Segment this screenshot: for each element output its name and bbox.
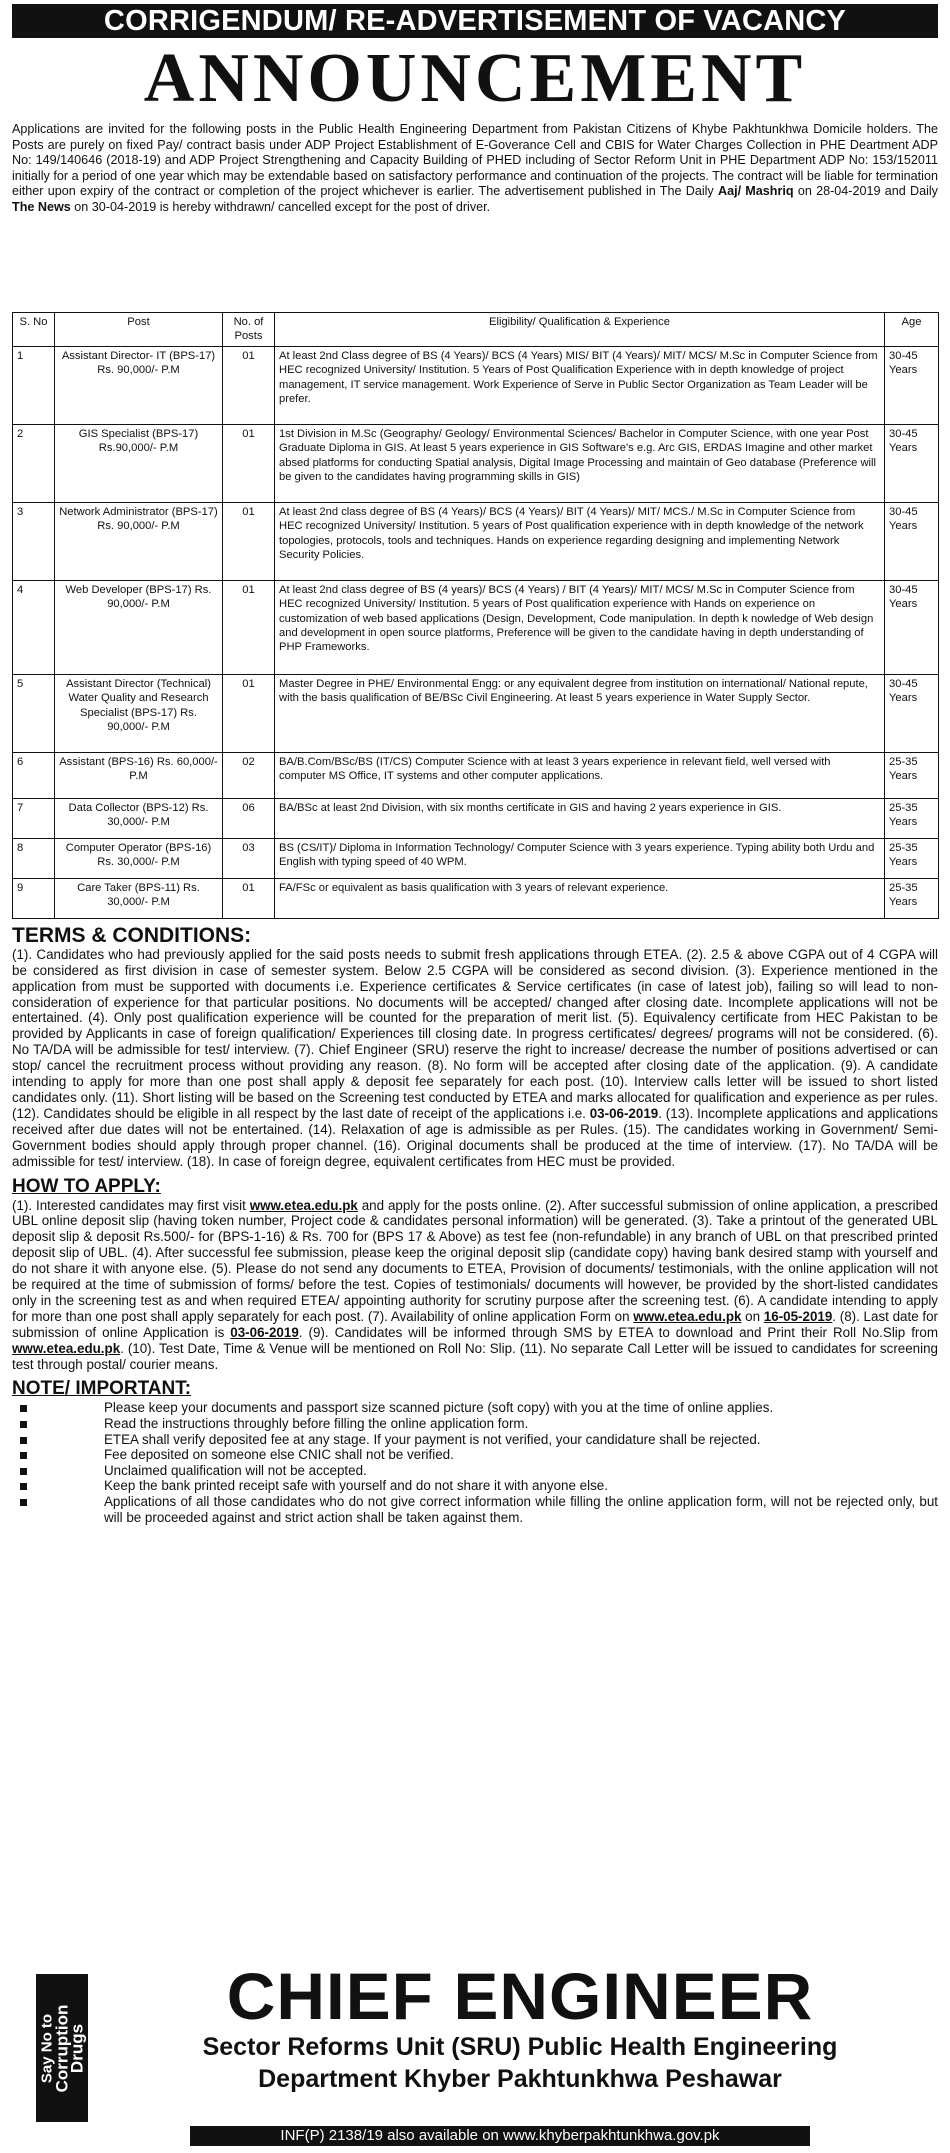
announcement-headline: ANNOUNCEMENT bbox=[143, 40, 807, 117]
list-item: Fee deposited on someone else CNIC shall not be verified. bbox=[12, 1447, 938, 1463]
inf-reference-bar: INF(P) 2138/19 also available on www.khyberpakhtunkhwa.gov.pk bbox=[190, 2126, 810, 2146]
anti-corruption-stamp bbox=[36, 1974, 88, 2122]
terms-paragraph bbox=[12, 947, 938, 1170]
cell-post: Assistant Director- IT (BPS-17) Rs. 90,000/- P.M bbox=[55, 346, 223, 424]
terms-last-date: 03-06-2019 bbox=[589, 1105, 659, 1121]
bullet-icon bbox=[20, 1405, 27, 1412]
intro-newspaper-2: The News bbox=[12, 199, 71, 214]
table-row bbox=[13, 878, 939, 918]
cell-age: 30-45 Years bbox=[885, 502, 939, 580]
cell-num-posts: 01 bbox=[223, 502, 275, 580]
howto-text-3: on bbox=[741, 1308, 764, 1324]
stamp-line-3: Drugs bbox=[67, 2023, 87, 2073]
howto-text-4: . (8). Last date for submission of online Application is bbox=[12, 1308, 938, 1340]
cell-num-posts: 01 bbox=[223, 580, 275, 674]
signoff-line-1: Sector Reforms Unit (SRU) Public Health Engineering bbox=[202, 2033, 838, 2061]
howto-heading: HOW TO APPLY: bbox=[12, 1175, 161, 1197]
table-row bbox=[13, 798, 939, 838]
advertisement-document bbox=[12, 0, 938, 1525]
cell-sno: 8 bbox=[13, 838, 55, 878]
list-item: Unclaimed qualification will not be accepted. bbox=[12, 1463, 938, 1479]
etea-link-3[interactable]: www.etea.edu.pk bbox=[12, 1340, 121, 1356]
cell-age: 25-35 Years bbox=[885, 752, 939, 798]
cell-post: Web Developer (BPS-17) Rs. 90,000/- P.M bbox=[55, 580, 223, 674]
intro-text-2: on 28-04-2019 and Daily bbox=[793, 184, 938, 199]
cell-post: Computer Operator (BPS-16) Rs. 30,000/- P.M bbox=[55, 838, 223, 878]
cell-eligibility: BA/BSc at least 2nd Division, with six months certificate in GIS and having 2 years experience in GIS. bbox=[275, 798, 885, 838]
posts-table bbox=[12, 312, 939, 919]
table-row bbox=[13, 502, 939, 580]
cell-num-posts: 01 bbox=[223, 346, 275, 424]
last-submission-date: 03-06-2019 bbox=[230, 1324, 299, 1340]
stamp-line-2: Corruption bbox=[52, 2004, 72, 2092]
cell-eligibility: At least 2nd class degree of BS (4 years)/ BCS (4 Years) / BIT (4 Years)/ MIT/ MCS/ M.Sc in Computer Science from HEC recognized University/ Institution. 5 years of Post qualification experience with Hands on experience on customization of web based applications (Design, Development, Code manipulation. In depth k nowledge of Web design and development in open source platforms, Preference will be given to the candidate having in depth understanding of PHP Frameworks. bbox=[275, 580, 885, 674]
cell-age: 30-45 Years bbox=[885, 346, 939, 424]
list-item: Applications of all those candidates who do not give correct information while filling the online application form, will not be rejected only, but will be proceeded against and strict action shall be taken against them. bbox=[12, 1494, 938, 1525]
howto-text-5: . (9). Candidates will be informed through SMS by ETEA to download and Print their Roll No.Slip from bbox=[298, 1324, 938, 1340]
cell-num-posts: 06 bbox=[223, 798, 275, 838]
cell-num-posts: 01 bbox=[223, 878, 275, 918]
table-header-row bbox=[13, 313, 939, 347]
howto-text-1: (1). Interested candidates may first visit bbox=[12, 1197, 250, 1213]
cell-eligibility: 1st Division in M.Sc (Geography/ Geology/ Environmental Sciences/ Bachelor in Computer Science, with one year Post Graduate Diploma in GIS. At least 5 years experience in GIS Software's e.g. Arc GIS, ERDAS Imagine and other market absed platforms for conducting Spatial analysis, Digital Image Processing and maintain of Geo database (Preference will be given to the candidates having programming skills in GIS) bbox=[275, 424, 885, 502]
chief-engineer-title: CHIEF ENGINEER bbox=[226, 1959, 814, 2033]
header-post: Post bbox=[55, 313, 223, 347]
cell-num-posts: 01 bbox=[223, 424, 275, 502]
bullet-icon bbox=[20, 1421, 27, 1428]
intro-text-1: Applications are invited for the following posts in the Public Health Engineering Department from Pakistan Citizens of Khybe Pakhtunkhwa Domicile holders. The Posts are purely on fixed Pay/ contract basis under ADP Project Establishment of E-Goverance Cell and CBIS for Water Charges Collection in PHE Deartment ADP No: 149/140646 (2018-19) and ADP Project Strengthening and Capacity Building of PHED including of Sector Reform Unit in PHE Department ADP No: 153/152011 initially for a period of one year which may be extendable based on satisfactory performance and continuation of the projects. The contract will be liable for termination either upon expiry of the contract or completion of the project whichever is earlier. The advertisement published in The Daily bbox=[12, 122, 938, 199]
cell-eligibility: BS (CS/IT)/ Diploma in Information Technology/ Computer Science with 3 years experience. Typing ability both Urdu and English with typing speed of 40 WPM. bbox=[275, 838, 885, 878]
notes-list bbox=[12, 1400, 938, 1525]
bullet-icon bbox=[20, 1468, 27, 1475]
cell-eligibility: At least 2nd Class degree of BS (4 Years)/ BCS (4 Years) MIS/ BIT (4 Years)/ MIT/ MCS/ M.Sc in Computer Science from HEC recognized University/ Institution. 5 Years of Post Qualification Experience with in depth knowledge of project management, IT service management. Work Experience of Serve in Public Sector Organization as Team Leader will be prefer. bbox=[275, 346, 885, 424]
cell-eligibility: FA/FSc or equivalent as basis qualification with 3 years of relevant experience. bbox=[275, 878, 885, 918]
cell-num-posts: 02 bbox=[223, 752, 275, 798]
cell-post: Assistant (BPS-16) Rs. 60,000/- P.M bbox=[55, 752, 223, 798]
cell-eligibility: At least 2nd class degree of BS (4 Years)/ BCS (4 Years)/ BIT (4 Years)/ MIT/ MCS./ M.Sc in Computer Science from HEC recognized University/ Institution. 5 years of Post qualification experience with in depth knowledge of the network topologies, protocols, tools and techniques. Hands on experience regarding designing and implementing Network Security Policies. bbox=[275, 502, 885, 580]
terms-heading: TERMS & CONDITIONS: bbox=[12, 923, 252, 947]
cell-sno: 3 bbox=[13, 502, 55, 580]
cell-sno: 4 bbox=[13, 580, 55, 674]
cell-age: 30-45 Years bbox=[885, 674, 939, 752]
terms-text-1: (1). Candidates who had previously applied for the said posts needs to submit fresh applications through ETEA. (2). 2.5 & above CGPA out of 4 CGPA will be considered as first division in case of semester system. Below 2.5 CGPA will be considered as second division. (3). Experience mentioned in the application from must be supported with documents i.e. Experience certificates & Service certificates (in case of latest job), failing so will lead to non-consideration of experience for that particular positions. No documents will be accepted/ changed after closing date. Incomplete applications will not be entertained. (4). Only post qualification experience will be counted for the preparation of merit list. (5). Equivalency certificate from HEC Pakistan to be provided by Applicants in case of foreign qualification/ Experiences till closing date. In progress certificates/ degrees/ programs will not be considered. (6). No TA/DA will be admissible for test/ interview. (7). Chief Engineer (SRU) reserve the right to increase/ decrease the number of positions advertised or can stop/ cancel the recruitment process without providing any reason. (8). No form will be accepted after closing date of the application. (9). A candidate intending to apply for more than one post shall apply & deposit fee separately for each post. (10). Interview calls letter will be issued to short listed candidates only. (11). Short listing will be based on the Screening test conducted by ETEA and marks allocated for qualification and experience as per rules. (12). Candidates should be eligible in all respect by the last date of receipt of the applications i.e. bbox=[12, 946, 938, 1121]
howto-text-6: . (10). Test Date, Time & Venue will be mentioned on Roll No: Slip. (11). No separate Call Letter will be issued to candidates for screening test through postal/ courier means. bbox=[12, 1340, 938, 1372]
header-num-posts: No. of Posts bbox=[223, 313, 275, 347]
signoff-block bbox=[12, 1959, 938, 2130]
cell-sno: 9 bbox=[13, 878, 55, 918]
intro-newspaper-1: Aaj/ Mashriq bbox=[717, 184, 794, 199]
bullet-icon bbox=[20, 1452, 27, 1459]
table-row bbox=[13, 674, 939, 752]
bullet-icon bbox=[20, 1437, 27, 1444]
corrigendum-banner: CORRIGENDUM/ RE-ADVERTISEMENT OF VACANCY bbox=[12, 4, 938, 38]
list-item: ETEA shall verify deposited fee at any stage. If your payment is not verified, your candidature shall be rejected. bbox=[12, 1432, 938, 1448]
list-item: Please keep your documents and passport size scanned picture (soft copy) with you at the time of online applies. bbox=[12, 1400, 938, 1416]
table-row bbox=[13, 424, 939, 502]
cell-post: Care Taker (BPS-11) Rs. 30,000/- P.M bbox=[55, 878, 223, 918]
cell-num-posts: 03 bbox=[223, 838, 275, 878]
cell-num-posts: 01 bbox=[223, 674, 275, 752]
cell-eligibility: Master Degree in PHE/ Environmental Engg: or any equivalent degree from institution on international/ National repute, with the basis qualification of BE/BSc Civil Engineering. At least 5 years experience in Water Supply Sector. bbox=[275, 674, 885, 752]
etea-link-1[interactable]: www.etea.edu.pk bbox=[249, 1197, 358, 1213]
notes-heading: NOTE/ IMPORTANT: bbox=[12, 1378, 192, 1400]
cell-age: 25-35 Years bbox=[885, 798, 939, 838]
cell-age: 25-35 Years bbox=[885, 878, 939, 918]
header-sno: S. No bbox=[13, 313, 55, 347]
table-row bbox=[13, 838, 939, 878]
intro-text-3: on 30-04-2019 is hereby withdrawn/ cancelled except for the post of driver. bbox=[70, 199, 491, 214]
etea-link-2[interactable]: www.etea.edu.pk bbox=[633, 1308, 742, 1324]
cell-age: 30-45 Years bbox=[885, 580, 939, 674]
cell-post: Data Collector (BPS-12) Rs. 30,000/- P.M bbox=[55, 798, 223, 838]
cell-age: 30-45 Years bbox=[885, 424, 939, 502]
bullet-icon bbox=[20, 1499, 27, 1506]
form-availability-date: 16-05-2019 bbox=[763, 1308, 833, 1324]
cell-sno: 6 bbox=[13, 752, 55, 798]
cell-post: GIS Specialist (BPS-17) Rs.90,000/- P.M bbox=[55, 424, 223, 502]
table-row bbox=[13, 346, 939, 424]
header-eligibility: Eligibility/ Qualification & Experience bbox=[275, 313, 885, 347]
table-row bbox=[13, 752, 939, 798]
list-item: Keep the bank printed receipt safe with yourself and do not share it with anyone else. bbox=[12, 1478, 938, 1494]
terms-text-2: . (13). Incomplete applications and applications received after due dates will not be entertained. (14). Relaxation of age is admissible as per Rules. (15). The candidates working in Government/ Semi-Government bodies should apply through proper channel. (16). Original documents shall be produced at the time of interview. (17). No TA/DA will be admissible for test/ interview. (18). In case of foreign degree, equivalent certificates from HEC must be provided. bbox=[12, 1105, 938, 1169]
howto-text-2: and apply for the posts online. (2). After successful submission of online application, a prescribed UBL online deposit slip (having token number, Project code & candidates personal information) will be generated. (3). Take a printout of the generated UBL deposit slip & deposit Rs.500/- for (BPS-1-16) & Rs. 700 for (BPS 17 & Above) as test fee (non-refundable) in any branch of UBL on that prescribed printed deposit slip of UBL. (4). After successful fee submission, please keep the original deposit slip (candidate copy) having bank desired stamp with yourself and do not share it with anyone else. (5). Please do not send any documents to ETEA, Provision of documents/ testimonials, with the online application will not be required at the time of submission of forms/ before the test. Copies of testimonials/ documents will however, be provided by the short-listed candidates only in the screening test as and when required ETEA/ appointing authority for scrutiny purpose after the screening test. (6). A candidate intending to apply for more than one post shall apply separately for each post. (7). Availability of online application Form on bbox=[12, 1197, 938, 1324]
howto-paragraph bbox=[12, 1198, 938, 1373]
cell-post: Network Administrator (BPS-17) Rs. 90,000/- P.M bbox=[55, 502, 223, 580]
intro-paragraph bbox=[12, 122, 938, 308]
cell-sno: 7 bbox=[13, 798, 55, 838]
signoff-line-2: Department Khyber Pakhtunkhwa Peshawar bbox=[258, 2065, 782, 2093]
cell-post: Assistant Director (Technical) Water Quality and Research Specialist (BPS-17) Rs. 90,000/- P.M bbox=[55, 674, 223, 752]
bullet-icon bbox=[20, 1483, 27, 1490]
cell-sno: 2 bbox=[13, 424, 55, 502]
cell-eligibility: BA/B.Com/BSc/BS (IT/CS) Computer Science with at least 3 years experience in relevant field, well versed with computer MS Office, IT systems and other computer applications. bbox=[275, 752, 885, 798]
list-item: Read the instructions throughly before filling the online application form. bbox=[12, 1416, 938, 1432]
header-age: Age bbox=[885, 313, 939, 347]
table-row bbox=[13, 580, 939, 674]
cell-sno: 1 bbox=[13, 346, 55, 424]
cell-age: 25-35 Years bbox=[885, 838, 939, 878]
stamp-line-1: Say No to bbox=[38, 2013, 56, 2083]
cell-sno: 5 bbox=[13, 674, 55, 752]
